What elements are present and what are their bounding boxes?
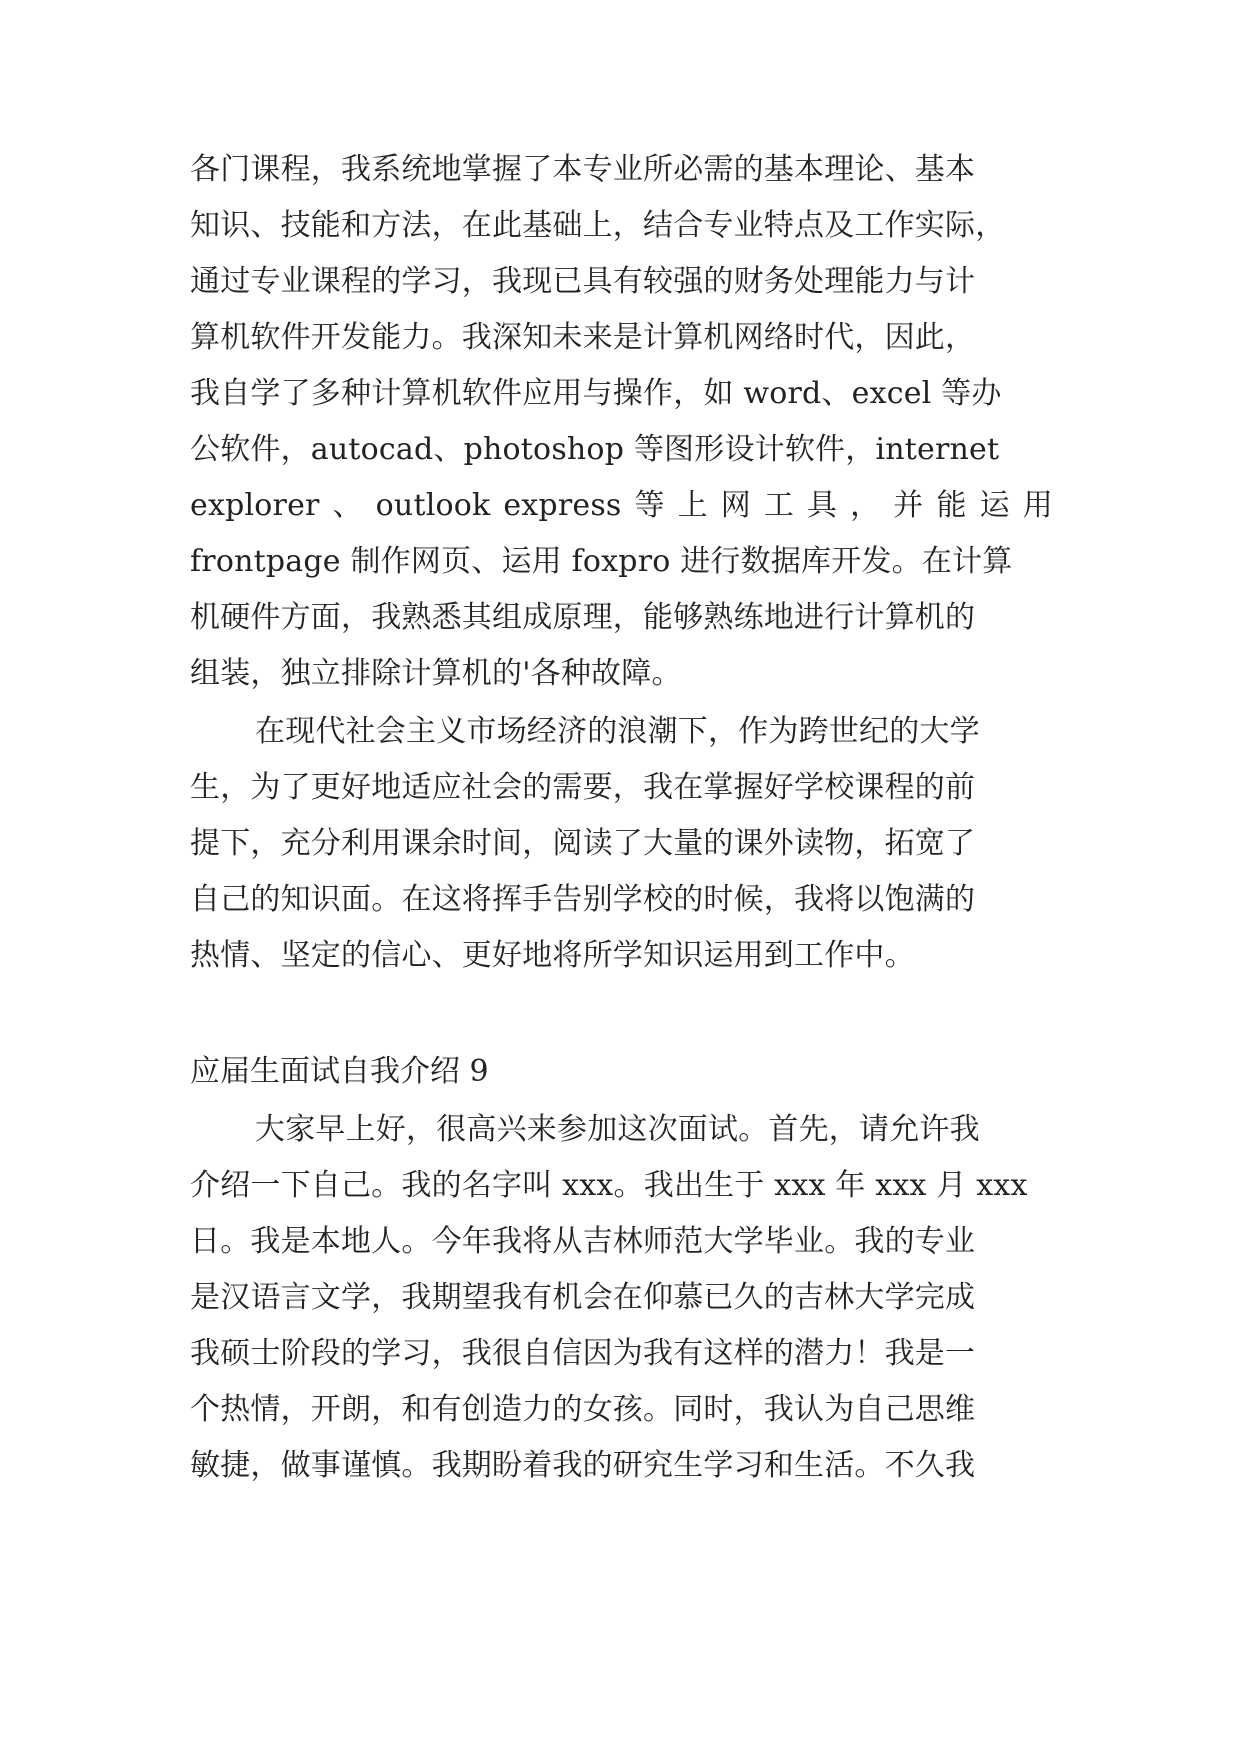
paragraph-line: 我硕士阶段的学习，我很自信因为我有这样的潜力！我是一 <box>190 1336 976 1371</box>
word: 网 <box>720 488 751 523</box>
paragraph-line: 是汉语言文学，我期望我有机会在仰慕已久的吉林大学完成 <box>190 1280 976 1315</box>
paragraph-line: 通过专业课程的学习，我现已具有较强的财务处理能力与计 <box>190 264 976 299</box>
word: 具 <box>807 488 838 523</box>
paragraph-line: 在现代社会主义市场经济的浪潮下，作为跨世纪的大学 <box>255 714 980 749</box>
word: explorer <box>190 488 320 523</box>
paragraph-line: 提下，充分利用课余时间，阅读了大量的课外读物，拓宽了 <box>190 826 976 861</box>
word: 等 <box>634 488 665 523</box>
paragraph-line: frontpage 制作网页、运用 foxpro 进行数据库开发。在计算 <box>190 544 1013 579</box>
paragraph-line: 热情、坚定的信心、更好地将所学知识运用到工作中。 <box>190 938 915 973</box>
paragraph-line: 机硬件方面，我熟悉其组成原理，能够熟练地进行计算机的 <box>190 600 976 635</box>
paragraph-line: 生，为了更好地适应社会的需要，我在掌握好学校课程的前 <box>190 770 976 805</box>
section-heading: 应届生面试自我介绍 9 <box>190 1054 489 1089</box>
paragraph-line: 日。我是本地人。今年我将从吉林师范大学毕业。我的专业 <box>190 1224 976 1259</box>
paragraph-line: 大家早上好，很高兴来参加这次面试。首先，请允许我 <box>255 1112 980 1147</box>
paragraph-line: 敏捷，做事谨慎。我期盼着我的研究生学习和生活。不久我 <box>190 1448 976 1483</box>
paragraph-line: 各门课程，我系统地掌握了本专业所必需的基本理论、基本 <box>190 152 976 187</box>
paragraph-line: 自己的知识面。在这将挥手告别学校的时候，我将以饱满的 <box>190 882 976 917</box>
word: 并 <box>893 488 924 523</box>
paragraph-line: 知识、技能和方法，在此基础上，结合专业特点及工作实际， <box>190 208 1006 243</box>
word: 能 <box>936 488 967 523</box>
word: ， <box>850 488 881 523</box>
paragraph-line: 公软件，autocad、photoshop 等图形设计软件，internet <box>190 432 1000 467</box>
paragraph-line: 介绍一下自己。我的名字叫 xxx。我出生于 xxx 年 xxx 月 xxx <box>190 1168 1028 1203</box>
word: outlook <box>375 488 491 523</box>
word: express <box>503 488 622 523</box>
word: 上 <box>677 488 708 523</box>
paragraph-line: 我自学了多种计算机软件应用与操作，如 word、excel 等办 <box>190 376 1002 411</box>
paragraph-line: 组装，独立排除计算机的'各种故障。 <box>190 656 682 691</box>
paragraph-line: 算机软件开发能力。我深知未来是计算机网络时代，因此， <box>190 320 976 355</box>
word: 运 <box>979 488 1010 523</box>
paragraph-line-spaced <box>190 486 1053 526</box>
word: 、 <box>332 488 363 523</box>
word: 工 <box>763 488 795 523</box>
paragraph-line: 个热情，开朗，和有创造力的女孩。同时，我认为自己思维 <box>190 1392 976 1427</box>
word: 用 <box>1022 488 1053 523</box>
